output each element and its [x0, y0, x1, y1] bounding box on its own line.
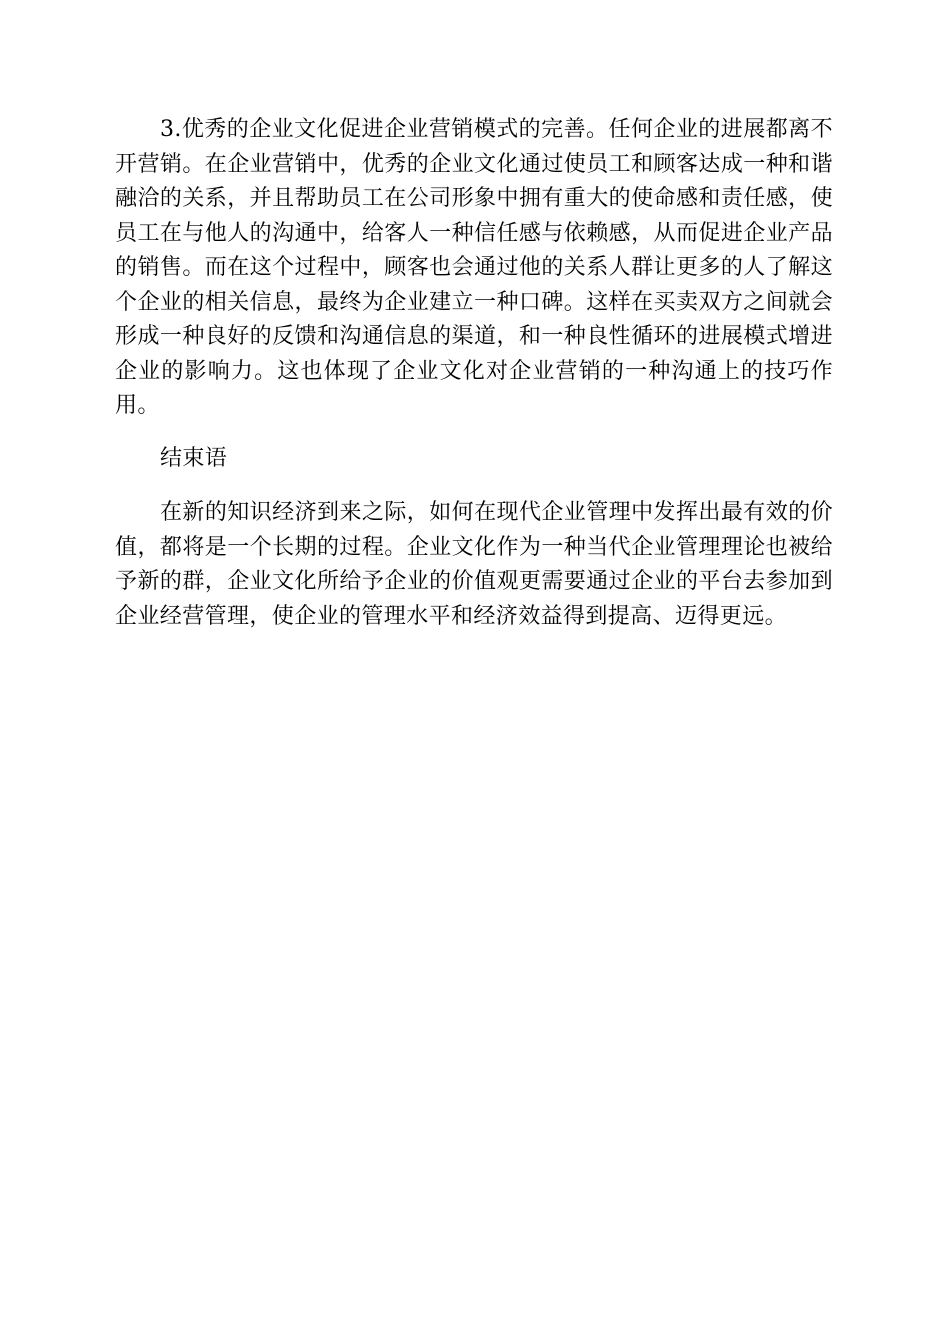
paragraph-corporate-culture-marketing: 3.优秀的企业文化促进企业营销模式的完善。任何企业的进展都离不开营销。在企业营销中，优秀的企业文化通过使员工和顾客达成一种和谐融洽的关系，并且帮助员工在公司形象中拥有重大的使命感和责任感，使员工在与他人的沟通中，给客人一种信任感与依赖感，从而促进企业产品的销售。而在这个过程中，顾客也会通过他的关系人群让更多的人了解这个企业的相关信息，最终为企业建立一种口碑。这样在买卖双方之间就会形成一种良好的反馈和沟通信息的渠道，和一种良性循环的进展模式增进企业的影响力。这也体现了企业文化对企业营销的一种沟通上的技巧作用。 — [115, 117, 833, 418]
paragraph-conclusion: 在新的知识经济到来之际，如何在现代企业管理中发挥出最有效的价值，都将是一个长期的过程。企业文化作为一种当代企业管理理论也被给予新的群，企业文化所给予企业的价值观更需要通过企业的平台去参加到企业经营管理，使企业的管理水平和经济效益得到提高、迈得更远。 — [115, 500, 833, 629]
section-heading-conclusion: 结束语 — [160, 445, 228, 471]
document-body — [115, 113, 833, 634]
